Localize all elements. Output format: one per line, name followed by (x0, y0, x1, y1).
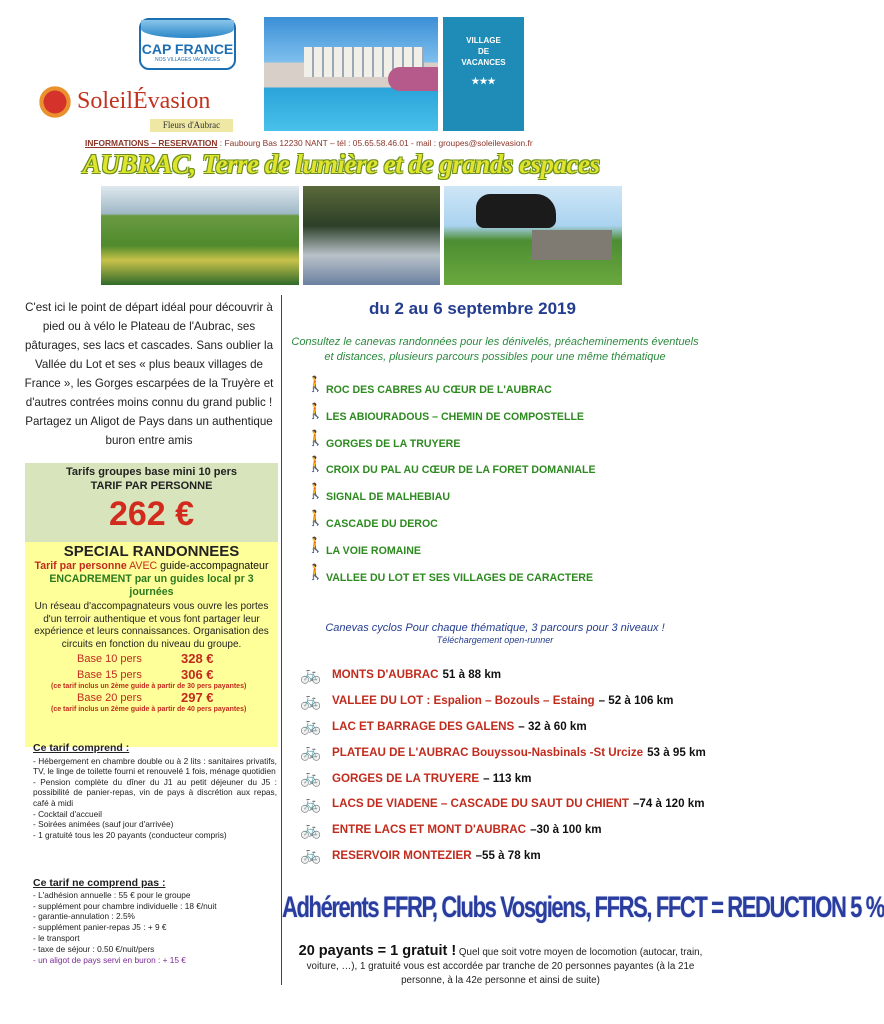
intro-text: C'est ici le point de départ idéal pour découvrir à pied ou à vélo le Plateau de l'Aubrac, ses pâturages, ses lacs et cascades. Sans oublier la Vallée du Lot et ses « plus beaux villages de France », les Gorges escarpées de la Truyère et d'autres contrées moins connu du grand public ! Partagez un Aligot de Pays dans un authentique buron entre amis (24, 301, 274, 447)
cycle-distance: – 32 à 60 km (518, 719, 587, 733)
groups-line: Tarifs groupes base mini 10 pers (66, 466, 237, 478)
list-item: - L'adhésion annuelle : 55 € pour le groupe (33, 889, 191, 900)
tier-label: Base 10 pers (77, 653, 142, 665)
list-item (300, 817, 706, 843)
guided-c: guide-accompagnateur (157, 560, 269, 572)
list-item (306, 456, 596, 483)
bicycle-icon: 🚲 (300, 716, 322, 736)
hotel-pool-photo (264, 17, 438, 131)
hiker-icon: 🚶 (306, 536, 325, 554)
contact-label: INFORMATIONS – RESERVATION (85, 138, 218, 148)
list-item (306, 483, 596, 510)
per-person-line: TARIF PAR PERSONNE (90, 480, 213, 492)
tier-row (25, 651, 278, 667)
list-item: - un aligot de pays servi en buron : + 15 € (33, 954, 186, 965)
flower-bush (388, 67, 438, 91)
list-item (306, 510, 596, 537)
bull-silhouette (476, 194, 556, 228)
bicycle-icon: 🚲 (300, 819, 322, 839)
hike-list (306, 376, 596, 590)
list-item (300, 662, 706, 688)
includes-title: Ce tarif comprend : (33, 742, 130, 754)
hike-name: LA VOIE ROMAINE (326, 544, 421, 557)
guided-b: AVEC (129, 560, 158, 572)
list-item (306, 537, 596, 564)
logo-arc (141, 20, 234, 38)
cycle-list (300, 662, 706, 868)
list-item (306, 376, 596, 403)
hiker-icon: 🚶 (306, 402, 325, 420)
hike-name: SIGNAL DE MALHEBIAU (326, 491, 450, 504)
base-price-panel (25, 463, 278, 542)
hiker-icon: 🚶 (306, 429, 325, 447)
cycle-name: MONTS D'AUBRAC (332, 668, 439, 682)
cap-france-logo (139, 18, 236, 70)
hike-intro: Consultez le canevas randonnées pour les dénivelés, préacheminements éventuels et distances, plusieurs parcours possibles pour une même thématique (291, 336, 699, 363)
headline: AUBRAC, Terre de lumière et de grands espaces (83, 149, 600, 179)
tier-row (25, 690, 278, 706)
pricing-box (25, 463, 278, 747)
includes-list (33, 756, 277, 841)
list-item (300, 843, 706, 869)
list-item (300, 688, 706, 714)
hikers-photo (101, 186, 299, 285)
bicycle-icon: 🚲 (300, 793, 322, 813)
base-price: 262 € (108, 495, 195, 533)
hike-name: LES ABIOURADOUS – CHEMIN DE COMPOSTELLE (326, 410, 584, 423)
hike-name: ROC DES CABRES AU CŒUR DE L'AUBRAC (326, 384, 552, 396)
contact-line (85, 138, 533, 148)
cycle-distance: – 52 à 106 km (598, 694, 674, 708)
cycle-distance: 53 à 95 km (647, 745, 706, 759)
bicycle-icon: 🚲 (300, 742, 322, 762)
includes-section (33, 743, 277, 840)
list-item: - Cocktail d'accueil (33, 808, 102, 819)
hike-name: VALLEE DU LOT ET SES VILLAGES DE CARACTERE (326, 571, 594, 584)
list-item: - Soirées animées (sauf jour d'arrivée) (33, 819, 174, 830)
free-offer-text: Quel que soit votre moyen de locomotion (autocar, train, voiture, …), 1 gratuité vous est accordée par tranche de 20 personnes payantes (à la 21e personne, à la 42e personne et ainsi de suite) (306, 947, 703, 986)
contact-text: : Faubourg Bas 12230 NANT – tél : 05.65.58.46.01 - mail : groupes@soleilevasion.fr (217, 138, 533, 148)
sun-icon (35, 82, 75, 122)
badge-line-2: DE (477, 47, 490, 56)
tier-note: (ce tarif inclus un 2ème guide à partir de 30 pers payantes) (51, 683, 247, 690)
cycle-distance: – 113 km (483, 771, 532, 785)
badge-line-1: VILLAGE (466, 36, 501, 45)
hike-name: CROIX DU PAL AU CŒUR DE LA FORET DOMANIALE (326, 464, 596, 477)
badge-stars: ★★★ (471, 76, 496, 86)
cycle-distance: –74 à 120 km (632, 797, 705, 811)
tier-label: Base 15 pers (77, 669, 142, 681)
cycle-distance: 51 à 88 km (442, 668, 502, 682)
list-item (306, 430, 596, 457)
free-offer-title: 20 payants = 1 gratuit ! (298, 943, 457, 959)
special-title: SPECIAL RANDONNEES (63, 543, 240, 560)
bicycle-icon: 🚲 (300, 845, 322, 865)
excludes-title: Ce tarif ne comprend pas : (33, 877, 166, 889)
list-item: - supplément pour chambre individuelle : 18 €/nuit (33, 900, 217, 911)
tier-row (25, 667, 278, 683)
cycle-distance: –30 à 100 km (530, 823, 602, 837)
list-item: - supplément panier-repas J5 : + 9 € (33, 922, 167, 933)
hike-name: CASCADE DU DEROC (326, 517, 438, 530)
bicycle-icon: 🚲 (300, 768, 322, 788)
hiker-icon: 🚶 (306, 376, 325, 393)
cycle-name: VALLEE DU LOT : Espalion – Bozouls – Estaing (332, 694, 595, 708)
guided-a: Tarif par personne (34, 560, 127, 572)
soleil-evasion-logo (35, 82, 235, 132)
tier-value: 328 € (181, 651, 214, 666)
hiker-icon: 🚶 (306, 563, 325, 581)
bicycle-icon: 🚲 (300, 690, 322, 710)
list-item: - Hébergement en chambre double ou à 2 lits : sanitaires privatifs, TV, le linge de toilette fourni et renouvelé 1 fois, ménage quotidien (33, 755, 277, 777)
hiker-icon: 🚶 (306, 509, 325, 527)
excludes-list (33, 890, 277, 966)
network-text: Un réseau d'accompagnateurs vous ouvre les portes d'un terroir authentique et vous font partager leur expérience et leurs connaissances. Organisation des circuits en fonction du niveau du groupe. (34, 601, 269, 650)
cycle-intro-sub: Téléchargement open-runner (436, 635, 554, 645)
hike-name: GORGES DE LA TRUYERE (326, 437, 461, 450)
list-item (300, 739, 706, 765)
bicycle-icon: 🚲 (300, 664, 322, 684)
free-offer (288, 944, 713, 988)
cycle-name: PLATEAU DE L'AUBRAC Bouyssou-Nasbinals -St Urcize (332, 745, 644, 759)
tier-value: 297 € (181, 690, 214, 705)
cap-france-name: CAP FRANCE (141, 41, 234, 57)
trip-dates: du 2 au 6 septembre 2019 (369, 299, 576, 318)
list-item (306, 564, 596, 591)
aligot-photo (303, 186, 440, 285)
hiker-icon: 🚶 (306, 456, 325, 474)
list-item (300, 714, 706, 740)
soleil-evasion-name: SoleilÉvasion (77, 88, 211, 114)
list-item: - Pension complète du dîner du J1 au petit déjeuner du J5 : possibilité de panier-repas, vin de pays à discrétion aux repas, café à midi (33, 776, 277, 808)
tier-note: (ce tarif inclus un 2ème guide à partir de 40 pers payantes) (51, 706, 247, 713)
fleurs-aubrac-tag: Fleurs d'Aubrac (150, 119, 233, 132)
village-vacances-badge (443, 17, 524, 131)
guided-line (25, 560, 278, 599)
cycle-name: ENTRE LACS ET MONT D'AUBRAC (332, 823, 527, 837)
list-item (300, 765, 706, 791)
list-item: - le transport (33, 932, 80, 943)
cycle-name: LAC ET BARRAGE DES GALENS (332, 719, 515, 733)
cycle-distance: –55 à 78 km (475, 848, 541, 862)
aubrac-bull-photo (444, 186, 622, 285)
column-divider (281, 295, 282, 985)
buron-building (532, 230, 612, 260)
reduction-banner: Adhérents FFRP, Clubs Vosgiens, FFRS, FFCT = REDUCTION 5 % (282, 890, 884, 924)
cycle-intro (290, 622, 700, 645)
tier-label: Base 20 pers (77, 692, 142, 704)
list-item (300, 791, 706, 817)
cycle-intro-line: Canevas cyclos Pour chaque thématique, 3 parcours pour 3 niveaux ! (325, 622, 665, 634)
badge-line-3: VACANCES (461, 58, 506, 67)
cycle-name: GORGES DE LA TRUYERE (332, 771, 480, 785)
cycle-name: LACS DE VIADENE – CASCADE DU SAUT DU CHIENT (332, 797, 629, 811)
cycle-name: RESERVOIR MONTEZIER (332, 848, 472, 862)
list-item: - taxe de séjour : 0.50 €/nuit/pers (33, 943, 155, 954)
cap-france-sub: NOS VILLAGES VACANCES (155, 57, 220, 63)
list-item: - garantie-annulation : 2.5% (33, 911, 135, 922)
tier-value: 306 € (181, 667, 214, 682)
guided-d: ENCADREMENT par un guides local pr 3 journées (49, 573, 254, 598)
hiker-icon: 🚶 (306, 483, 325, 501)
list-item (306, 403, 596, 430)
excludes-section (33, 878, 277, 965)
list-item: - 1 gratuité tous les 20 payants (conducteur compris) (33, 829, 227, 840)
